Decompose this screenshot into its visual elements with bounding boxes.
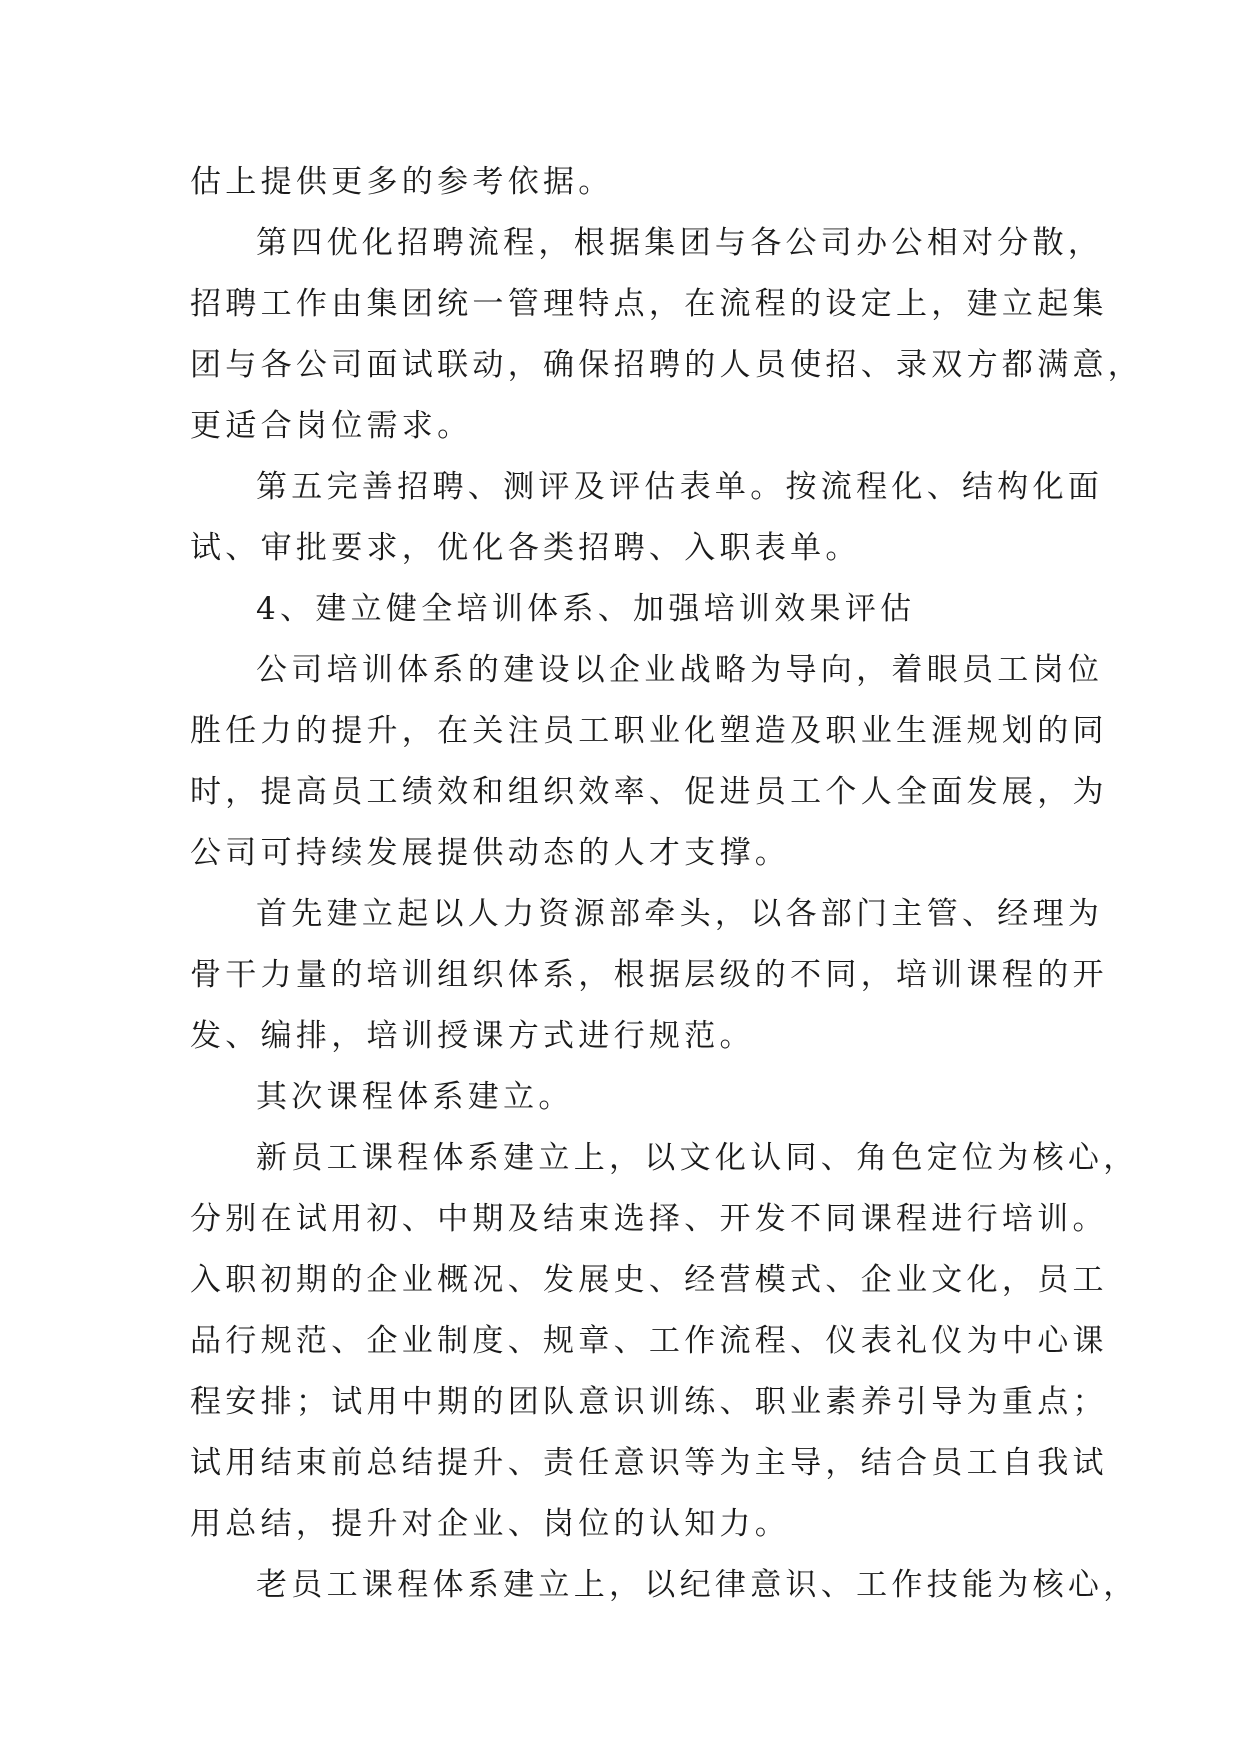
text-line: 试用结束前总结提升、责任意识等为主导，结合员工自我试	[190, 1445, 1108, 1481]
paragraph-start-line: 公司培训体系的建设以企业战略为导向，着眼员工岗位	[256, 652, 1104, 688]
text-line: 骨干力量的培训组织体系，根据层级的不同，培训课程的开	[190, 957, 1108, 993]
section-heading: 4、建立健全培训体系、加强培训效果评估	[256, 591, 916, 627]
text-line: 品行规范、企业制度、规章、工作流程、仪表礼仪为中心课	[190, 1323, 1108, 1359]
paragraph-start-line: 其次课程体系建立。	[256, 1079, 574, 1115]
text-line: 用总结，提升对企业、岗位的认知力。	[190, 1506, 791, 1542]
text-line: 入职初期的企业概况、发展史、经营模式、企业文化，员工	[190, 1262, 1108, 1298]
body-text	[190, 152, 1144, 1616]
text-line: 公司可持续发展提供动态的人才支撑。	[190, 835, 791, 871]
text-line: 胜任力的提升，在关注员工职业化塑造及职业生涯规划的同	[190, 713, 1108, 749]
text-line: 更适合岗位需求。	[190, 408, 473, 444]
paragraph-start-line: 新员工课程体系建立上，以文化认同、角色定位为核心，	[256, 1140, 1139, 1176]
paragraph-start-line: 首先建立起以人力资源部牵头，以各部门主管、经理为	[256, 896, 1104, 932]
paragraph-start-line: 第四优化招聘流程，根据集团与各公司办公相对分散，	[256, 225, 1104, 261]
text-line: 招聘工作由集团统一管理特点，在流程的设定上，建立起集	[190, 286, 1108, 322]
text-line: 程安排；试用中期的团队意识训练、职业素养引导为重点；	[190, 1384, 1108, 1420]
text-line: 估上提供更多的参考依据。	[190, 164, 614, 200]
text-line: 发、编排，培训授课方式进行规范。	[190, 1018, 755, 1054]
text-line: 团与各公司面试联动，确保招聘的人员使招、录双方都满意，	[190, 347, 1144, 383]
paragraph-start-line: 老员工课程体系建立上，以纪律意识、工作技能为核心，	[256, 1567, 1139, 1603]
text-line: 试、审批要求，优化各类招聘、入职表单。	[190, 530, 861, 566]
text-line: 分别在试用初、中期及结束选择、开发不同课程进行培训。	[190, 1201, 1108, 1237]
paragraph-start-line: 第五完善招聘、测评及评估表单。按流程化、结构化面	[256, 469, 1104, 505]
text-line: 时，提高员工绩效和组织效率、促进员工个人全面发展，为	[190, 774, 1108, 810]
